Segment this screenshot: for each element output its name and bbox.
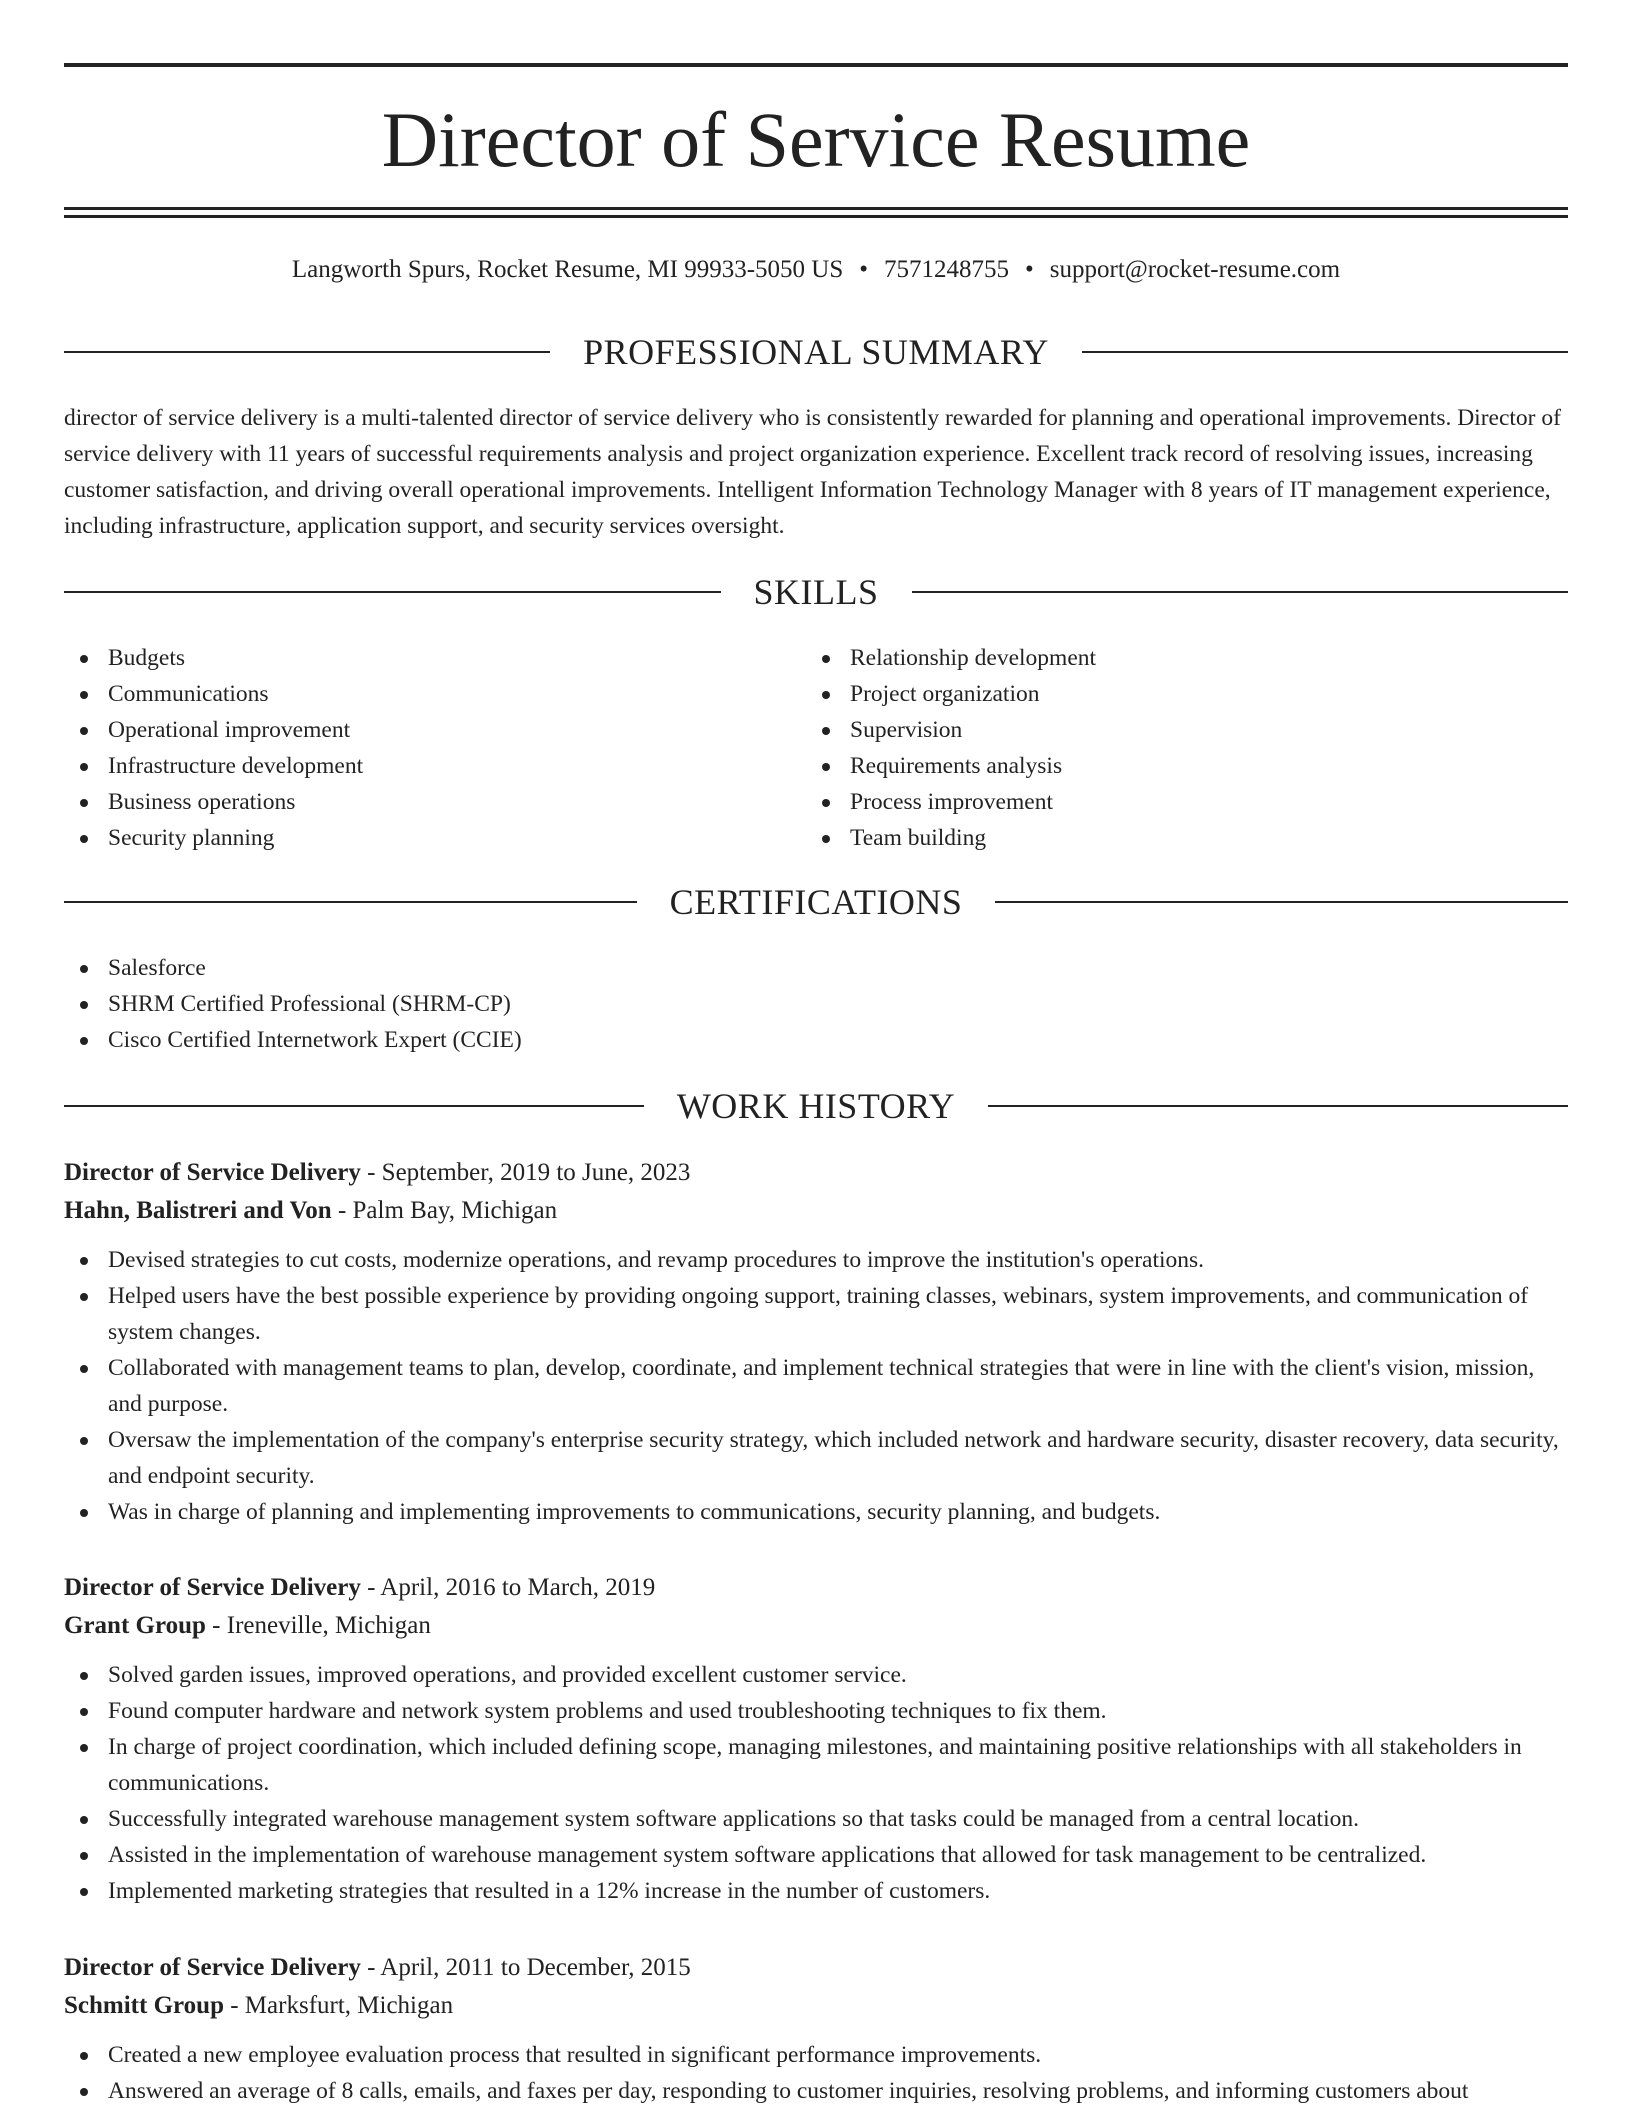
job-dates: - April, 2016 to March, 2019	[360, 1574, 656, 1601]
job-bullets	[64, 1657, 1568, 1909]
job-location: - Palm Bay, Michigan	[331, 1197, 558, 1224]
heading-rule-left	[64, 351, 550, 353]
heading-rule-left	[64, 1105, 644, 1107]
section-heading-label: WORK HISTORY	[676, 1086, 956, 1126]
job-bullet: Implemented marketing strategies that resulted in a 12% increase in the number of customers.	[64, 1873, 1568, 1909]
skill-item: Business operations	[64, 784, 804, 820]
contact-line	[64, 254, 1568, 286]
contact-phone: 7571248755	[884, 256, 1010, 283]
job-company-line	[64, 1607, 1568, 1645]
skill-item: Relationship development	[806, 640, 1546, 676]
skill-item: Requirements analysis	[806, 748, 1546, 784]
job-title: Director of Service Delivery	[64, 1954, 361, 1981]
job-company: Hahn, Balistreri and Von	[64, 1197, 332, 1224]
skill-item: Infrastructure development	[64, 748, 804, 784]
title-rule-upper	[64, 207, 1568, 210]
skill-item: Operational improvement	[64, 712, 804, 748]
heading-rule-right	[995, 901, 1568, 903]
heading-rule-left	[64, 901, 637, 903]
job-bullet: Solved garden issues, improved operations, and provided excellent customer service.	[64, 1657, 1568, 1693]
section-heading-label: CERTIFICATIONS	[669, 882, 963, 922]
job-bullet: Collaborated with management teams to plan, develop, coordinate, and implement technical strategies that were in line with the client's vision, mission, and purpose.	[64, 1350, 1568, 1422]
heading-rule-right	[912, 591, 1569, 593]
job-entry	[64, 1569, 1568, 1909]
summary-paragraph: director of service delivery is a multi-talented director of service delivery who is consistently rewarded for planning and operational improvements. Director of service delivery with 11 years of successful requirements analysis and project organization experience. Excellent track record of resolving issues, increasing customer satisfaction, and driving overall operational improvements. Intelligent Information Technology Manager with 8 years of IT management experience, including infrastructure, application support, and security services oversight.	[64, 405, 1561, 539]
job-bullet: In charge of project coordination, which included defining scope, managing milestones, and maintaining positive relationships with all stakeholders in communications.	[64, 1729, 1568, 1801]
job-entry	[64, 1949, 1568, 2109]
skill-item: Team building	[806, 820, 1546, 856]
job-location: - Marksfurt, Michigan	[223, 1992, 454, 2019]
job-entry	[64, 1154, 1568, 1530]
contact-address: Langworth Spurs, Rocket Resume, MI 99933-5050 US	[291, 256, 844, 283]
heading-rule-left	[64, 591, 721, 593]
job-dates: - April, 2011 to December, 2015	[360, 1954, 691, 1981]
section-heading-skills	[64, 570, 1568, 614]
job-title: Director of Service Delivery	[64, 1159, 361, 1186]
job-bullet: Was in charge of planning and implementing improvements to communications, security planning, and budgets.	[64, 1494, 1568, 1530]
skill-item: Security planning	[64, 820, 804, 856]
section-heading-label: SKILLS	[753, 572, 879, 612]
section-heading-summary	[64, 330, 1568, 374]
job-company-line	[64, 1987, 1568, 2025]
contact-separator: •	[1025, 256, 1034, 283]
job-dates: - September, 2019 to June, 2023	[360, 1159, 691, 1186]
section-heading-label: PROFESSIONAL SUMMARY	[583, 332, 1049, 372]
resume-title: Director of Service Resume	[381, 96, 1251, 183]
job-company: Schmitt Group	[64, 1992, 224, 2019]
job-company: Grant Group	[64, 1612, 206, 1639]
job-bullet: Devised strategies to cut costs, modernize operations, and revamp procedures to improve the institution's operations.	[64, 1242, 1568, 1278]
job-title-line	[64, 1949, 1568, 1987]
heading-rule-right	[1082, 351, 1568, 353]
certifications-list	[64, 950, 1568, 1058]
section-heading-work-history	[64, 1084, 1568, 1128]
job-bullet: Answered an average of 8 calls, emails, and faxes per day, responding to customer inquiries, resolving problems, and informing customers about	[64, 2073, 1568, 2109]
skill-item: Process improvement	[806, 784, 1546, 820]
skill-item: Budgets	[64, 640, 804, 676]
skill-item: Communications	[64, 676, 804, 712]
job-title-line	[64, 1154, 1568, 1192]
job-title-line	[64, 1569, 1568, 1607]
job-bullet: Helped users have the best possible experience by providing ongoing support, training classes, webinars, system improvements, and communication of system changes.	[64, 1278, 1568, 1350]
job-bullets	[64, 1242, 1568, 1530]
contact-email[interactable]: support@rocket-resume.com	[1049, 256, 1341, 283]
job-bullet: Assisted in the implementation of warehouse management system software applications that allowed for task management to be centralized.	[64, 1837, 1568, 1873]
job-title: Director of Service Delivery	[64, 1574, 361, 1601]
job-bullet: Successfully integrated warehouse management system software applications so that tasks could be managed from a central location.	[64, 1801, 1568, 1837]
job-location: - Ireneville, Michigan	[205, 1612, 431, 1639]
certification-item: Salesforce	[64, 950, 1568, 986]
title-rule-lower	[64, 215, 1568, 218]
heading-rule-right	[988, 1105, 1568, 1107]
job-bullet: Created a new employee evaluation process that resulted in significant performance improvements.	[64, 2037, 1568, 2073]
certification-item: Cisco Certified Internetwork Expert (CCIE)	[64, 1022, 1568, 1058]
job-bullet: Oversaw the implementation of the company's enterprise security strategy, which included network and hardware security, disaster recovery, data security, and endpoint security.	[64, 1422, 1568, 1494]
top-rule	[64, 63, 1568, 67]
job-bullet: Found computer hardware and network system problems and used troubleshooting techniques to fix them.	[64, 1693, 1568, 1729]
section-heading-certifications	[64, 880, 1568, 924]
skill-item: Project organization	[806, 676, 1546, 712]
skills-list-left	[64, 640, 804, 856]
job-company-line	[64, 1192, 1568, 1230]
certification-item: SHRM Certified Professional (SHRM-CP)	[64, 986, 1568, 1022]
skills-list-right	[806, 640, 1546, 856]
job-bullets	[64, 2037, 1568, 2109]
skill-item: Supervision	[806, 712, 1546, 748]
contact-separator: •	[859, 256, 869, 283]
